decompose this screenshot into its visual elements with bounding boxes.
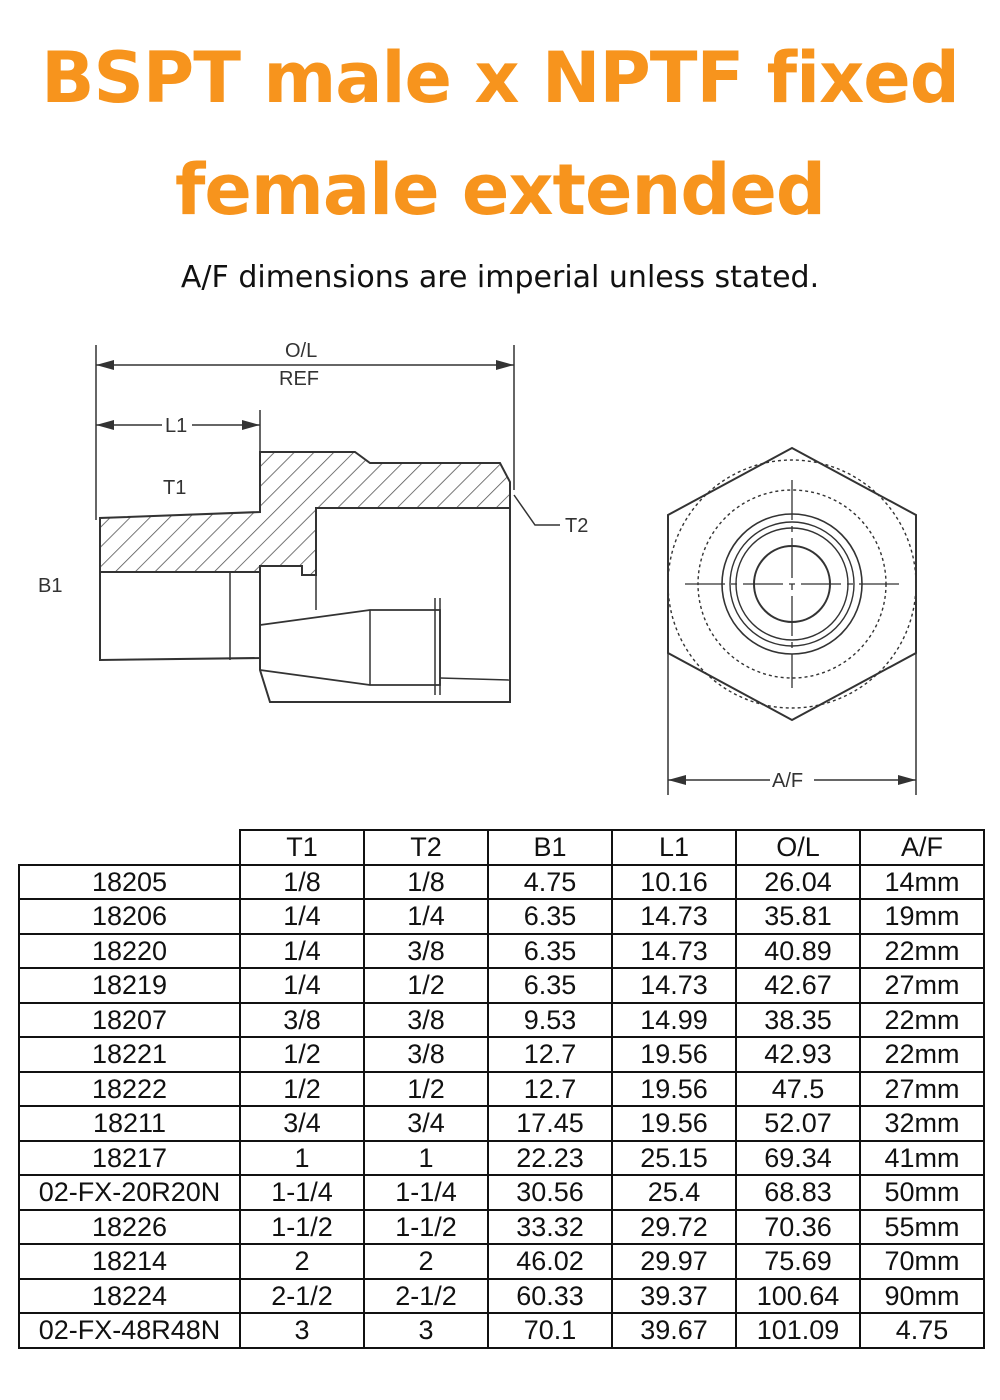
part-number-cell: 02-FX-48R48N bbox=[19, 1313, 240, 1348]
t1-cell: 3/4 bbox=[240, 1106, 364, 1141]
l1-cell: 10.16 bbox=[612, 865, 736, 900]
b1-cell: 60.33 bbox=[488, 1279, 612, 1314]
ol-cell: 38.35 bbox=[736, 1003, 860, 1038]
af-cell: 22mm bbox=[860, 1003, 984, 1038]
af-cell: 19mm bbox=[860, 899, 984, 934]
header-cell-b1: B1 bbox=[488, 830, 612, 865]
part-number-cell: 18220 bbox=[19, 934, 240, 969]
t2-cell: 1-1/2 bbox=[364, 1210, 488, 1245]
label-t1: T1 bbox=[163, 477, 187, 499]
table-row bbox=[19, 1106, 984, 1141]
b1-cell: 17.45 bbox=[488, 1106, 612, 1141]
table-row bbox=[19, 934, 984, 969]
ol-cell: 35.81 bbox=[736, 899, 860, 934]
b1-cell: 33.32 bbox=[488, 1210, 612, 1245]
t1-cell: 1/4 bbox=[240, 899, 364, 934]
l1-cell: 19.56 bbox=[612, 1072, 736, 1107]
title-line-2: female extended bbox=[174, 149, 826, 231]
af-cell: 32mm bbox=[860, 1106, 984, 1141]
l1-cell: 14.99 bbox=[612, 1003, 736, 1038]
b1-cell: 6.35 bbox=[488, 899, 612, 934]
table-row bbox=[19, 1072, 984, 1107]
part-number-cell: 18205 bbox=[19, 865, 240, 900]
t2-cell: 1 bbox=[364, 1141, 488, 1176]
l1-cell: 25.15 bbox=[612, 1141, 736, 1176]
label-af: A/F bbox=[772, 770, 804, 792]
table-row bbox=[19, 1210, 984, 1245]
l1-cell: 29.72 bbox=[612, 1210, 736, 1245]
t2-cell: 3/8 bbox=[364, 934, 488, 969]
ol-cell: 100.64 bbox=[736, 1279, 860, 1314]
end-view bbox=[668, 448, 916, 795]
l1-cell: 25.4 bbox=[612, 1175, 736, 1210]
ol-cell: 70.36 bbox=[736, 1210, 860, 1245]
t2-cell: 1/8 bbox=[364, 865, 488, 900]
header-cell-l1: L1 bbox=[612, 830, 736, 865]
part-number-cell: 18214 bbox=[19, 1244, 240, 1279]
ol-cell: 47.5 bbox=[736, 1072, 860, 1107]
part-number-cell: 18217 bbox=[19, 1141, 240, 1176]
b1-cell: 12.7 bbox=[488, 1072, 612, 1107]
label-t2: T2 bbox=[565, 515, 589, 537]
af-cell: 90mm bbox=[860, 1279, 984, 1314]
ol-cell: 42.67 bbox=[736, 968, 860, 1003]
title-line-1: BSPT male x NPTF fixed bbox=[41, 37, 959, 119]
side-view bbox=[96, 345, 560, 702]
table-row bbox=[19, 1313, 984, 1348]
header-cell-t1: T1 bbox=[240, 830, 364, 865]
ol-cell: 26.04 bbox=[736, 865, 860, 900]
b1-cell: 9.53 bbox=[488, 1003, 612, 1038]
l1-cell: 14.73 bbox=[612, 934, 736, 969]
subtitle: A/F dimensions are imperial unless stated. bbox=[180, 260, 820, 295]
af-cell: 4.75 bbox=[860, 1313, 984, 1348]
t1-cell: 1-1/2 bbox=[240, 1210, 364, 1245]
table-row bbox=[19, 1175, 984, 1210]
l1-cell: 29.97 bbox=[612, 1244, 736, 1279]
af-cell: 14mm bbox=[860, 865, 984, 900]
part-number-cell: 18206 bbox=[19, 899, 240, 934]
af-cell: 22mm bbox=[860, 934, 984, 969]
t1-cell: 2-1/2 bbox=[240, 1279, 364, 1314]
table-row bbox=[19, 968, 984, 1003]
t2-cell: 1/2 bbox=[364, 968, 488, 1003]
t2-cell: 3/4 bbox=[364, 1106, 488, 1141]
t2-cell: 1-1/4 bbox=[364, 1175, 488, 1210]
b1-cell: 30.56 bbox=[488, 1175, 612, 1210]
table-row bbox=[19, 1244, 984, 1279]
t1-cell: 1/8 bbox=[240, 865, 364, 900]
b1-cell: 4.75 bbox=[488, 865, 612, 900]
af-cell: 22mm bbox=[860, 1037, 984, 1072]
t2-cell: 1/2 bbox=[364, 1072, 488, 1107]
table-header-row bbox=[19, 830, 984, 865]
header-cell-af: A/F bbox=[860, 830, 984, 865]
t1-cell: 2 bbox=[240, 1244, 364, 1279]
part-number-cell: 18222 bbox=[19, 1072, 240, 1107]
af-cell: 70mm bbox=[860, 1244, 984, 1279]
part-number-cell: 18207 bbox=[19, 1003, 240, 1038]
af-cell: 27mm bbox=[860, 968, 984, 1003]
label-b1: B1 bbox=[38, 575, 63, 597]
t1-cell: 1 bbox=[240, 1141, 364, 1176]
b1-cell: 12.7 bbox=[488, 1037, 612, 1072]
table-row bbox=[19, 1141, 984, 1176]
header-cell-t2: T2 bbox=[364, 830, 488, 865]
l1-cell: 19.56 bbox=[612, 1106, 736, 1141]
t2-cell: 3/8 bbox=[364, 1003, 488, 1038]
t1-cell: 1/4 bbox=[240, 968, 364, 1003]
ol-cell: 101.09 bbox=[736, 1313, 860, 1348]
t2-cell: 2 bbox=[364, 1244, 488, 1279]
ol-cell: 42.93 bbox=[736, 1037, 860, 1072]
label-ref: REF bbox=[279, 368, 319, 390]
af-cell: 50mm bbox=[860, 1175, 984, 1210]
table-row bbox=[19, 1037, 984, 1072]
l1-cell: 19.56 bbox=[612, 1037, 736, 1072]
part-number-cell: 18211 bbox=[19, 1106, 240, 1141]
part-number-cell: 18219 bbox=[19, 968, 240, 1003]
af-cell: 55mm bbox=[860, 1210, 984, 1245]
t1-cell: 1/4 bbox=[240, 934, 364, 969]
table-row bbox=[19, 899, 984, 934]
part-number-cell: 18221 bbox=[19, 1037, 240, 1072]
af-cell: 41mm bbox=[860, 1141, 984, 1176]
l1-cell: 14.73 bbox=[612, 899, 736, 934]
table-row bbox=[19, 865, 984, 900]
t1-cell: 3/8 bbox=[240, 1003, 364, 1038]
table-row bbox=[19, 1003, 984, 1038]
t1-cell: 1-1/4 bbox=[240, 1175, 364, 1210]
b1-cell: 6.35 bbox=[488, 934, 612, 969]
l1-cell: 39.67 bbox=[612, 1313, 736, 1348]
ol-cell: 75.69 bbox=[736, 1244, 860, 1279]
t2-cell: 1/4 bbox=[364, 899, 488, 934]
b1-cell: 6.35 bbox=[488, 968, 612, 1003]
header-cell-blank bbox=[19, 830, 240, 865]
ol-cell: 69.34 bbox=[736, 1141, 860, 1176]
t2-cell: 3 bbox=[364, 1313, 488, 1348]
part-number-cell: 02-FX-20R20N bbox=[19, 1175, 240, 1210]
l1-cell: 14.73 bbox=[612, 968, 736, 1003]
b1-cell: 46.02 bbox=[488, 1244, 612, 1279]
t1-cell: 1/2 bbox=[240, 1072, 364, 1107]
label-ol: O/L bbox=[285, 340, 318, 362]
part-number-cell: 18224 bbox=[19, 1279, 240, 1314]
table-row bbox=[19, 1279, 984, 1314]
b1-cell: 22.23 bbox=[488, 1141, 612, 1176]
page-title bbox=[0, 22, 1000, 246]
label-l1: L1 bbox=[165, 415, 188, 437]
t1-cell: 3 bbox=[240, 1313, 364, 1348]
part-number-cell: 18226 bbox=[19, 1210, 240, 1245]
t1-cell: 1/2 bbox=[240, 1037, 364, 1072]
t2-cell: 2-1/2 bbox=[364, 1279, 488, 1314]
b1-cell: 70.1 bbox=[488, 1313, 612, 1348]
header-cell-ol: O/L bbox=[736, 830, 860, 865]
t2-cell: 3/8 bbox=[364, 1037, 488, 1072]
technical-drawing bbox=[20, 330, 960, 800]
dimensions-table bbox=[18, 829, 985, 1349]
ol-cell: 68.83 bbox=[736, 1175, 860, 1210]
af-cell: 27mm bbox=[860, 1072, 984, 1107]
ol-cell: 40.89 bbox=[736, 934, 860, 969]
l1-cell: 39.37 bbox=[612, 1279, 736, 1314]
ol-cell: 52.07 bbox=[736, 1106, 860, 1141]
